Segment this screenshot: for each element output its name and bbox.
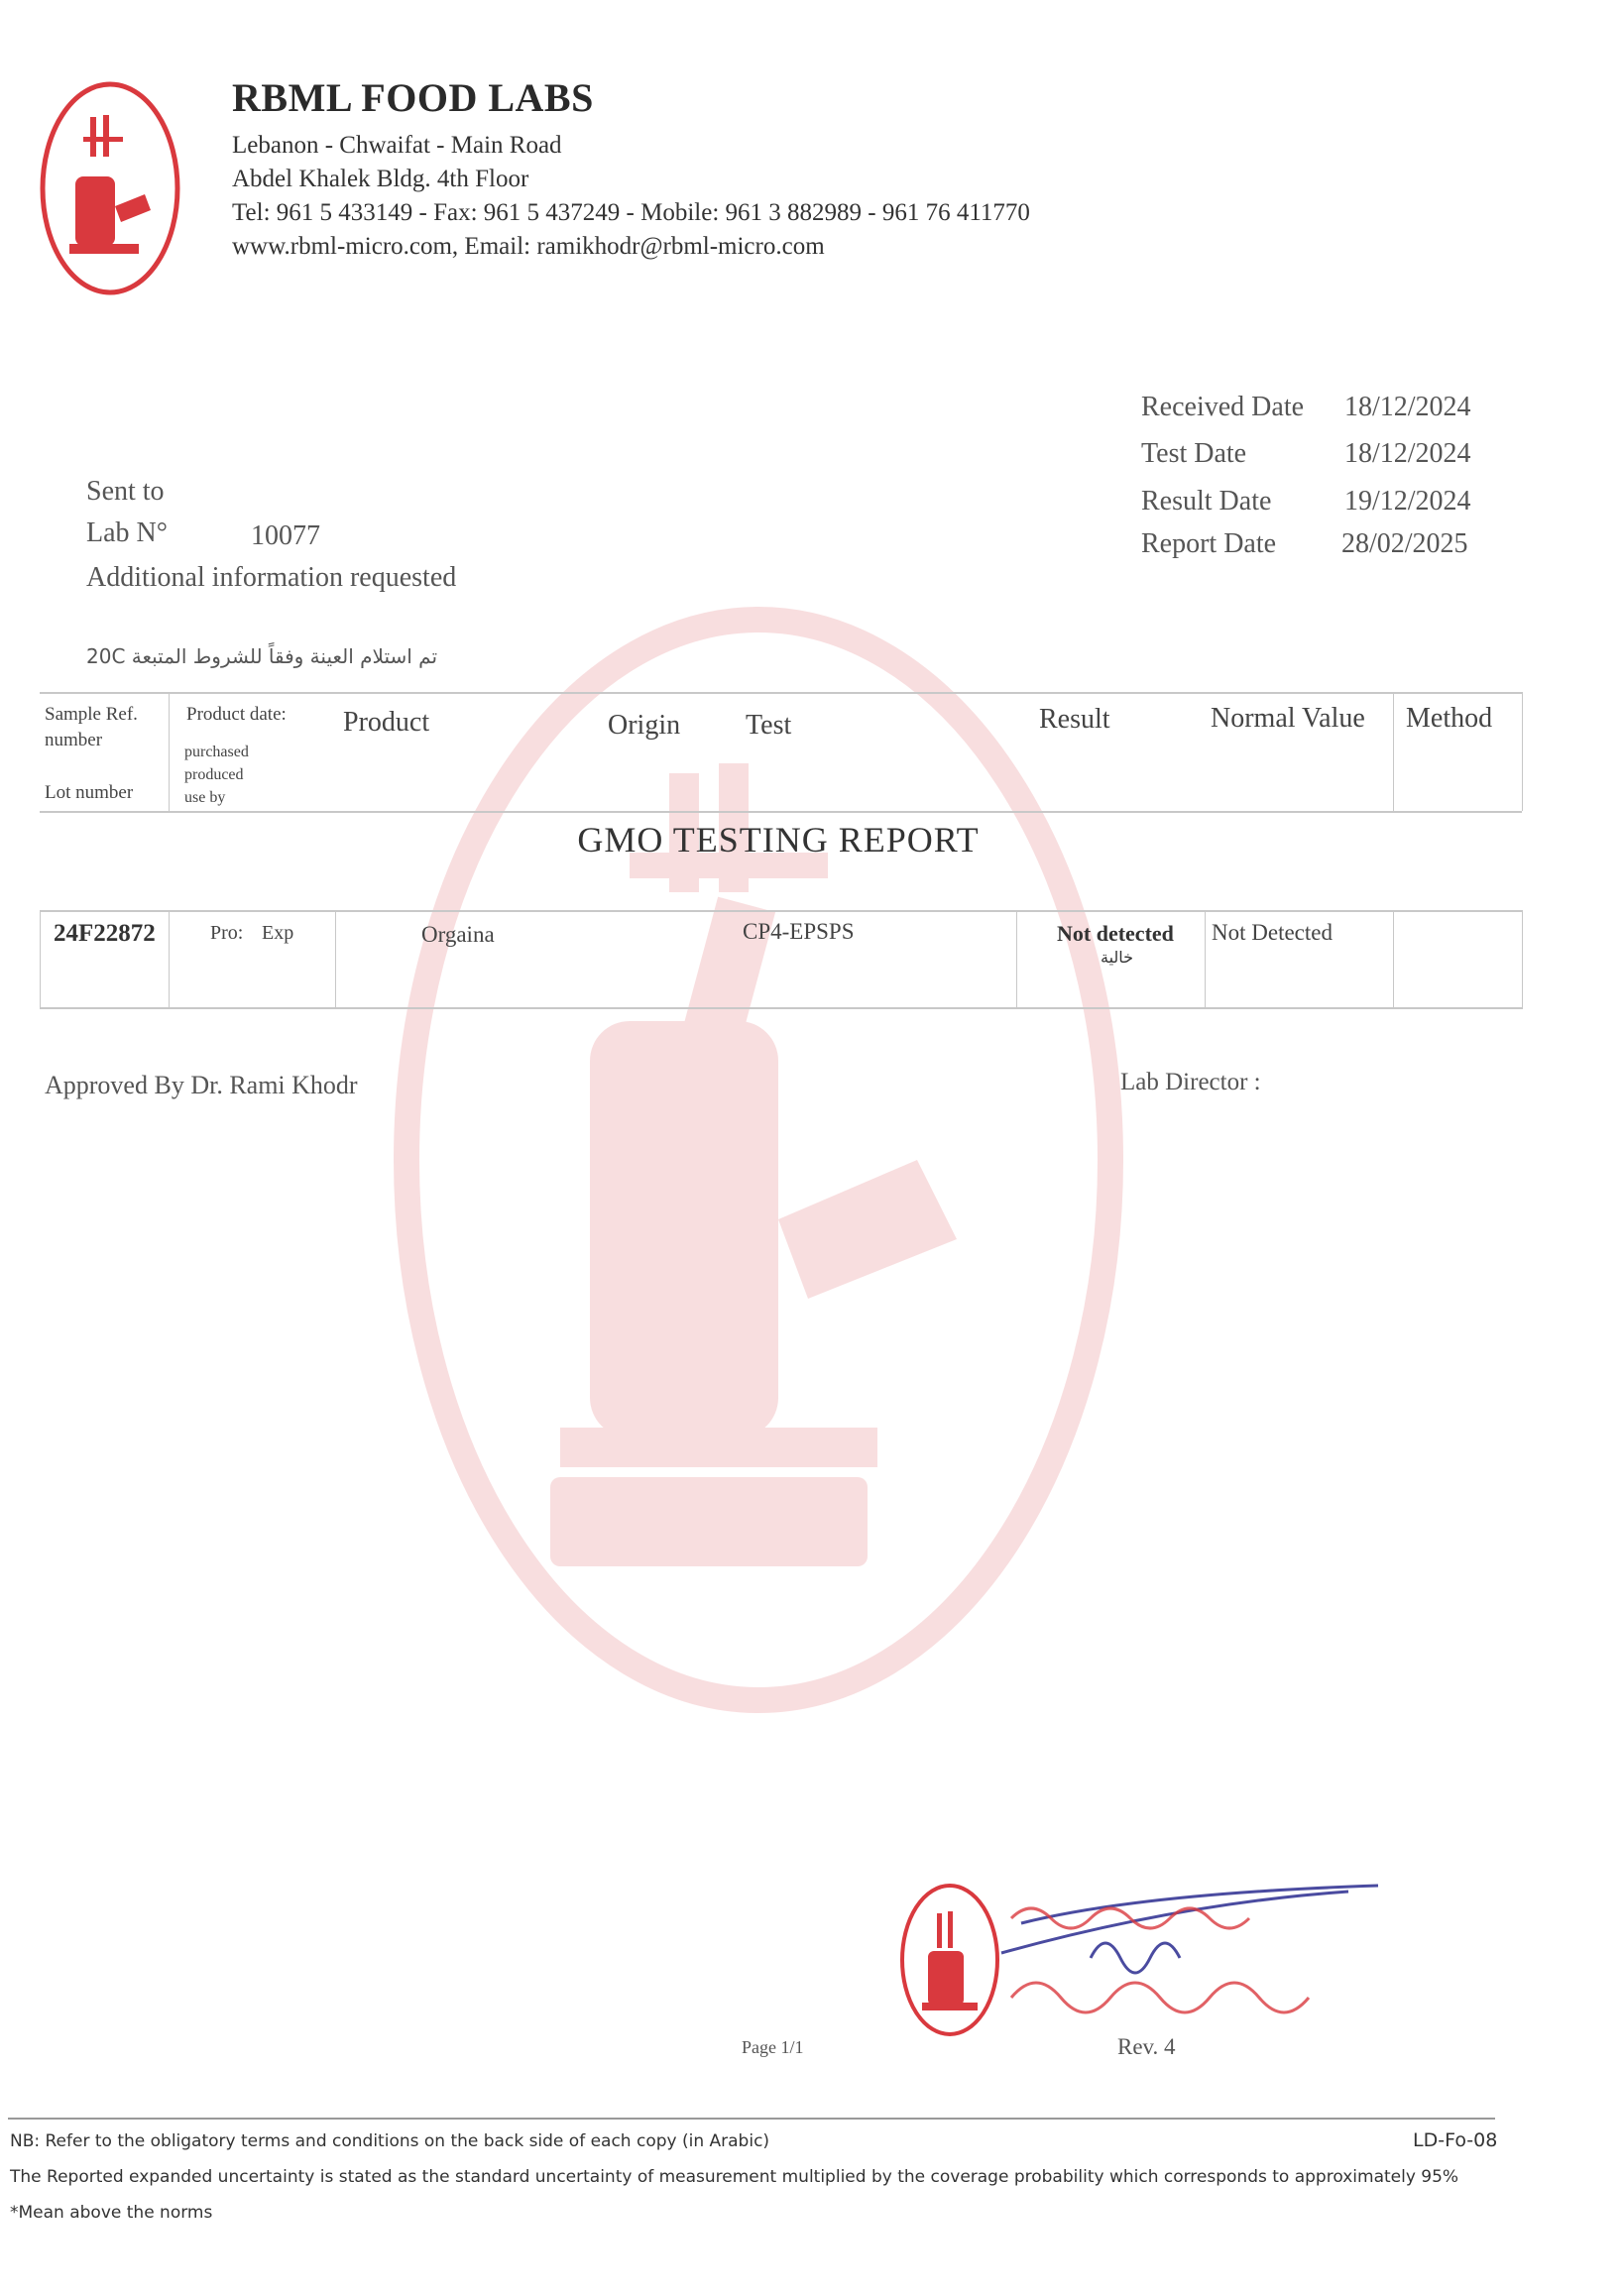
lab-number-label: Lab N° [86, 517, 168, 548]
footer-note-terms: NB: Refer to the obligatory terms and conditions on the back side of each copy (in Arabic) [10, 2131, 770, 2151]
lab-name: RBML FOOD LABS [232, 75, 594, 120]
lab-director-label: Lab Director : [1120, 1069, 1261, 1095]
column-divider [1393, 694, 1394, 811]
report-date-value: 28/02/2025 [1341, 528, 1468, 559]
lab-logo [36, 77, 184, 300]
column-divider [1205, 912, 1206, 1007]
header-use-by: use by [184, 789, 226, 806]
footer-divider [8, 2118, 1495, 2120]
page-number: Page 1/1 [742, 2037, 804, 2057]
header-sample-ref: Sample Ref. [45, 704, 138, 725]
arabic-receipt-note: تم استلام العينة وفقاً للشروط المتبعة 20C [86, 644, 438, 668]
lab-number-value: 10077 [251, 520, 320, 551]
header-product: Product [343, 707, 430, 738]
column-divider [40, 910, 41, 1009]
footer-note-uncertainty: The Reported expanded uncertainty is stated as the standard uncertainty of measurement multiplied by the coverage probability which corresponds to approximately 95% [10, 2167, 1459, 2187]
column-divider [169, 912, 170, 1007]
header-product-date: Product date: [186, 704, 287, 725]
signature-stamp [882, 1864, 1398, 2062]
contact-line: Tel: 961 5 433149 - Fax: 961 5 437249 - Mobile: 961 3 882989 - 961 76 411770 [232, 199, 1030, 226]
column-divider [1522, 692, 1523, 811]
address-line-1: Lebanon - Chwaifat - Main Road [232, 132, 562, 159]
header-purchased: purchased [184, 744, 249, 760]
table-header-bottom-border [40, 811, 1522, 813]
test-value: CP4-EPSPS [743, 919, 855, 944]
sample-ref-value: 24F22872 [54, 920, 156, 947]
approved-by: Approved By Dr. Rami Khodr [45, 1071, 358, 1099]
revision-number: Rev. 4 [1117, 2034, 1176, 2059]
normal-value: Not Detected [1212, 920, 1333, 945]
form-code: LD-Fo-08 [1413, 2129, 1498, 2151]
test-date-value: 18/12/2024 [1344, 438, 1471, 469]
web-email-line: www.rbml-micro.com, Email: ramikhodr@rbml-micro.com [232, 233, 825, 260]
production-date-pro: Pro: [210, 922, 244, 944]
header-lot-number: Lot number [45, 782, 134, 803]
table-top-border [40, 692, 1522, 694]
additional-info-label: Additional information requested [86, 562, 457, 593]
header-test: Test [746, 710, 792, 741]
result-arabic: خالية [1101, 948, 1134, 967]
report-title: GMO TESTING REPORT [577, 820, 980, 860]
address-line-2: Abdel Khalek Bldg. 4th Floor [232, 166, 529, 192]
result-value: Not detected [1057, 921, 1174, 946]
column-divider [335, 912, 336, 1007]
row-bottom-border [40, 1007, 1522, 1009]
expiry-date-exp: Exp [262, 922, 294, 944]
footer-note-norms: *Mean above the norms [10, 2203, 213, 2223]
watermark-logo [392, 605, 1125, 1715]
received-date-label: Received Date [1141, 392, 1305, 422]
result-date-value: 19/12/2024 [1344, 486, 1471, 517]
header-sample-ref-number: number [45, 730, 103, 750]
header-method: Method [1406, 703, 1493, 734]
header-result: Result [1039, 704, 1110, 735]
header-normal-value: Normal Value [1211, 703, 1365, 734]
column-divider [1522, 910, 1523, 1009]
column-divider [1393, 912, 1394, 1007]
header-origin: Origin [608, 710, 681, 741]
product-value: Orgaina [421, 922, 495, 947]
column-divider [169, 694, 170, 811]
header-produced: produced [184, 766, 244, 783]
column-divider [1016, 912, 1017, 1007]
sent-to-label: Sent to [86, 476, 165, 507]
received-date-value: 18/12/2024 [1344, 392, 1471, 422]
row-top-border [40, 910, 1522, 912]
result-date-label: Result Date [1141, 486, 1272, 517]
test-date-label: Test Date [1141, 438, 1247, 469]
report-date-label: Report Date [1141, 528, 1277, 559]
